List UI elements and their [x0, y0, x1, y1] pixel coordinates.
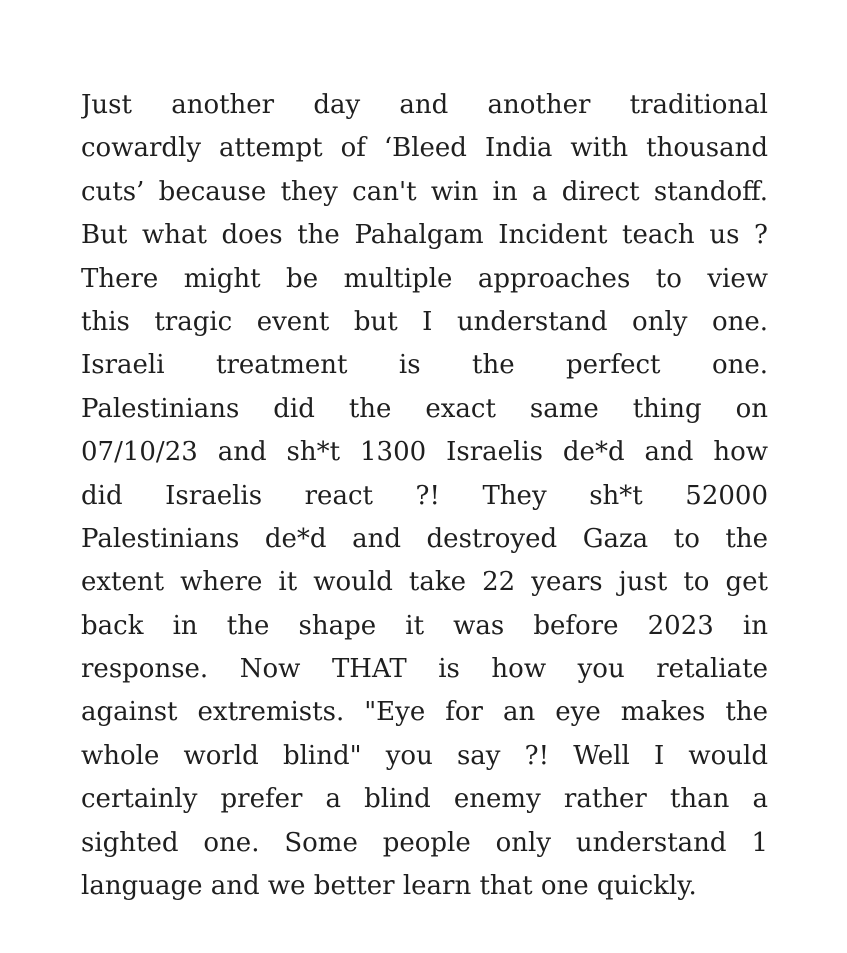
text-line-14: response. Now THAT is how you retaliate — [81, 654, 768, 685]
text-line-8: Palestinians did the exact same thing on — [81, 393, 768, 424]
text-line-9: 07/10/23 and sh*t 1300 Israelis de*d and how — [81, 437, 768, 468]
text-line-10: did Israelis react ?! They sh*t 52000 — [81, 480, 768, 511]
text-line-15: against extremists. "Eye for an eye makes the — [81, 697, 768, 728]
text-line-7: Israeli treatment is the perfect one. — [81, 350, 768, 381]
text-line-6: this tragic event but I understand only one. — [81, 306, 768, 337]
text-line-16: whole world blind" you say ?! Well I would — [81, 740, 768, 771]
text-line-11: Palestinians de*d and destroyed Gaza to the — [81, 523, 768, 554]
text-line-18: sighted one. Some people only understand 1 — [81, 827, 768, 858]
text-line-12: extent where it would take 22 years just to get — [81, 567, 768, 598]
text-line-4: But what does the Pahalgam Incident teach us ? — [81, 220, 768, 251]
text-line-1: Just another day and another traditional — [81, 90, 768, 120]
article-body — [81, 84, 768, 908]
text-line-5: There might be multiple approaches to view — [81, 263, 768, 294]
text-line-3: cuts’ because they can't win in a direct standoff. — [81, 176, 768, 207]
text-line-17: certainly prefer a blind enemy rather than a — [81, 784, 768, 815]
text-line-19: language and we better learn that one quickly. — [81, 871, 697, 902]
text-line-2: cowardly attempt of ‘Bleed India with thousand — [81, 133, 768, 164]
text-line-13: back in the shape it was before 2023 in — [81, 610, 768, 641]
